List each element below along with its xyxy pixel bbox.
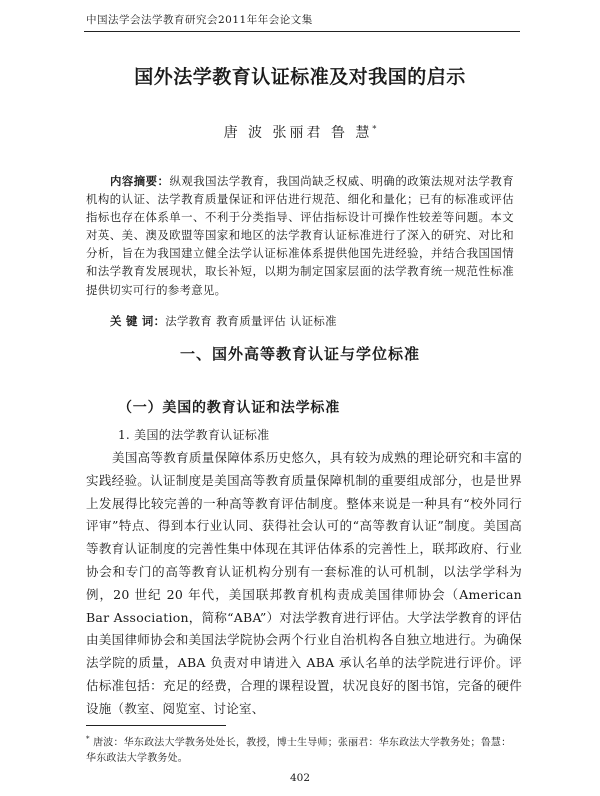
article-authors (0, 122, 600, 142)
abstract-text: 纵观我国法学教育，我国尚缺乏权威、明确的政策法规对法学教育机构的认证、法学教育质量保证和评估进行规范、细化和量化；已有的标准或评估指标也存在体系单一、不利于分类指导、评估指标设计可操作性较差等问题。本文对英、美、澳及欧盟等国家和地区的法学教育认证标准进行了深入的研究、对比和分析，旨在为我国建立健全法学认证标准体系提供他国先进经验，并结合我国国情和法学教育发展现状，取长补短，以期为制定国家层面的法学教育统一规范性标准提供切实可行的参考意见。 (86, 174, 514, 297)
footnote-mark: * (86, 735, 90, 743)
abstract-label: 内容摘要： (110, 174, 170, 188)
page-number: 402 (289, 772, 311, 784)
body-paragraph: 美国高等教育质量保障体系历史悠久，具有较为成熟的理论研究和丰富的实践经验。认证制度是美国高等教育质量保障机制的重要组成部分，也是世界上发展得比较完善的一种高等教育评估制度。整体来说是一种具有“校外同行评审”特点、得到本行业认同、获得社会认可的“高等教育认证”制度。美国高等教育认证制度的完善性集中体现在其评估体系的完善性上，联邦政府、行业协会和专门的高等教育认证机构分别有一套标准的认可机制，以法学学科为例，20 世纪 20 年代，美国联邦教育机构责成美国律师协会（American Bar Association，简称“ABA”）对法学教育进行评估。大学法学教育的评估由美国律师协会和美国法学院协会两个行业自治机构各自独立地进行。为确保法学院的质量，ABA 负责对申请进入 ABA 承认名单的法学院进行评价。评估标准包括：充足的经费，合理的课程设置，状况良好的图书馆，完备的硬件设施（教室、阅览室、讨论室、 (86, 450, 522, 716)
footnote (86, 732, 518, 766)
keywords-label: 关 键 词： (110, 314, 166, 328)
footnote-text: 唐波：华东政法大学教务处处长，教授，博士生导师；张丽君：华东政法大学教务处；鲁慧：华东政法大学教务处。 (86, 737, 512, 764)
section-heading: 一、国外高等教育认证与学位标准 (179, 345, 420, 363)
subsection-heading: （一）美国的教育认证和法学标准 (118, 400, 340, 416)
running-header: 中国法学会法学教育研究会2011年年会论文集 (86, 14, 313, 26)
keywords-text: 法学教育 教育质量评估 认证标准 (165, 314, 337, 328)
item-heading: 1. 美国的法学教育认证标准 (118, 428, 270, 442)
author-footnote-mark: * (372, 124, 377, 134)
footnote-rule (86, 725, 226, 726)
article-title: 国外法学教育认证标准及对我国的启示 (134, 66, 466, 88)
keywords (86, 312, 538, 330)
abstract (86, 172, 514, 299)
header-rule (84, 31, 520, 32)
authors-names: 唐 波 张丽君 鲁 慧 (223, 125, 373, 141)
